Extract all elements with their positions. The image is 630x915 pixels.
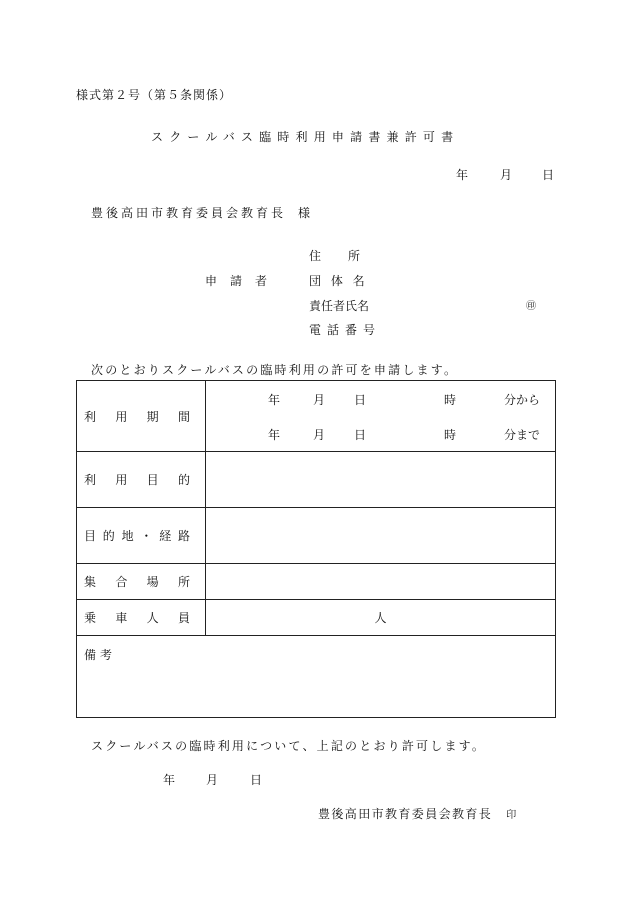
label-char: 用	[115, 473, 128, 487]
month-label: 月	[500, 168, 513, 182]
addressee	[91, 204, 313, 221]
from-minute: 分から	[504, 393, 541, 407]
label-char: 利	[84, 473, 97, 487]
label-char: 用	[115, 409, 128, 424]
notes-row	[77, 636, 556, 718]
label-char: 合	[115, 575, 128, 589]
year-label: 年	[456, 168, 469, 182]
passengers-value-cell[interactable]	[206, 600, 556, 636]
approver-seal: 印	[506, 810, 518, 821]
application-table	[76, 380, 556, 718]
form-number: 様式第２号（第５条関係）	[76, 88, 233, 102]
passengers-row	[77, 600, 556, 636]
day-label: 日	[542, 168, 555, 182]
period-from	[206, 381, 555, 416]
label-char: 利	[84, 409, 97, 424]
from-year: 年	[268, 393, 281, 407]
destination-label-cell	[77, 508, 206, 564]
purpose-row	[77, 452, 556, 508]
purpose-value-cell[interactable]	[206, 452, 556, 508]
label-char: 地	[121, 529, 134, 543]
from-hour: 時	[444, 393, 457, 407]
to-year: 年	[268, 428, 281, 442]
from-month: 月	[313, 393, 326, 407]
label-char: 目	[146, 473, 159, 487]
label-char: 間	[177, 409, 190, 424]
label-char: 場	[146, 575, 159, 589]
seal-mark: ㊞	[526, 301, 536, 312]
label-char: ・	[140, 529, 153, 543]
approval-statement: スクールバスの臨時利用について、上記のとおり許可します。	[91, 739, 487, 753]
addressee-honorific: 様	[298, 206, 314, 220]
group-name-label: 団 体 名	[309, 274, 368, 288]
meeting-place-row	[77, 564, 556, 600]
passengers-unit: 人	[374, 611, 387, 625]
notes-label: 備考	[84, 648, 117, 662]
addressee-name: 豊後高田市教育委員会教育長	[91, 206, 287, 220]
label-char: 期	[146, 409, 159, 424]
approval-year-label: 年	[163, 773, 176, 787]
phone-number-label: 電話番号	[309, 323, 382, 337]
meeting-place-value-cell[interactable]	[206, 564, 556, 600]
destination-value-cell[interactable]	[206, 508, 556, 564]
document-title: スクールバス臨時利用申請書兼許可書	[151, 130, 460, 144]
purpose-label	[84, 471, 190, 488]
applicant-label: 申請者	[205, 274, 281, 288]
label-char: 的	[177, 473, 190, 487]
usage-period-label-cell	[77, 381, 206, 452]
usage-period-row	[77, 381, 556, 452]
to-minute: 分まで	[504, 428, 541, 442]
period-to	[206, 416, 555, 451]
label-char: 路	[177, 529, 190, 543]
label-char: 員	[177, 611, 190, 625]
meeting-place-label	[84, 573, 190, 590]
to-month: 月	[313, 428, 326, 442]
passengers-label	[84, 609, 190, 626]
label-char: 経	[159, 529, 172, 543]
label-char: 集	[84, 575, 97, 589]
destination-label	[84, 527, 190, 544]
approval-day-label: 日	[250, 773, 263, 787]
destination-row	[77, 508, 556, 564]
label-char: 所	[177, 575, 190, 589]
usage-period-value-cell[interactable]	[206, 381, 556, 452]
label-char: 車	[115, 611, 128, 625]
intro-statement: 次のとおりスクールバスの臨時利用の許可を申請します。	[91, 363, 459, 377]
approver-name: 豊後高田市教育委員会教育長	[318, 807, 493, 821]
label-char: 目	[84, 529, 97, 543]
label-char: 的	[102, 529, 115, 543]
approver	[318, 805, 518, 822]
notes-cell[interactable]	[77, 636, 556, 718]
from-day: 日	[354, 393, 367, 407]
passengers-label-cell	[77, 600, 206, 636]
approval-month-label: 月	[206, 773, 219, 787]
to-hour: 時	[444, 428, 457, 442]
label-char: 乗	[84, 611, 97, 625]
address-label: 住 所	[309, 249, 362, 263]
to-day: 日	[354, 428, 367, 442]
usage-period-label	[84, 408, 190, 425]
representative-name-label: 責任者氏名	[309, 299, 370, 313]
meeting-place-label-cell	[77, 564, 206, 600]
purpose-label-cell	[77, 452, 206, 508]
label-char: 人	[146, 611, 159, 625]
